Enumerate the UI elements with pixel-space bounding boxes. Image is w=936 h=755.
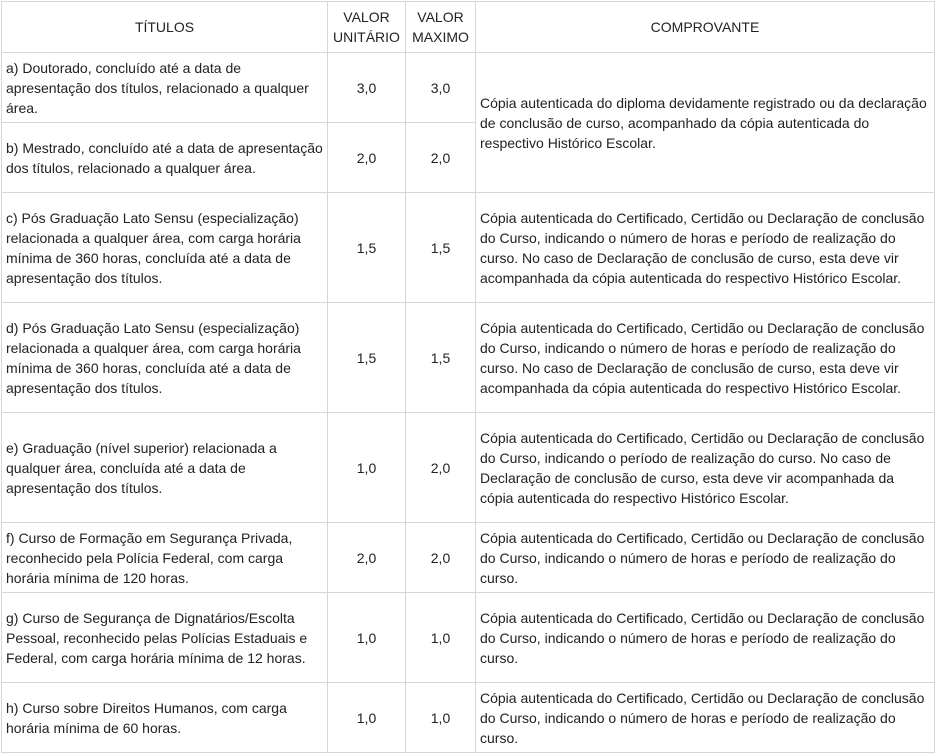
valor-unitario-cell: 3,0 — [328, 53, 406, 123]
header-valor-maximo-line2: MAXIMO — [412, 29, 469, 45]
titulo-cell: b) Mestrado, concluído até a data de apresentação dos títulos, relacionado a qualquer área. — [2, 123, 328, 193]
valor-unitario-cell: 2,0 — [328, 523, 406, 593]
header-valor-maximo-line1: VALOR — [417, 9, 464, 25]
header-valor-maximo — [406, 2, 476, 53]
titulo-cell: a) Doutorado, concluído até a data de apresentação dos títulos, relacionado a qualquer área. — [2, 53, 328, 123]
header-valor-unitario-line2: UNITÁRIO — [333, 29, 400, 45]
valor-unitario-cell: 1,0 — [328, 413, 406, 523]
titulo-cell: f) Curso de Formação em Segurança Privada, reconhecido pela Polícia Federal, com carga horária mínima de 120 horas. — [2, 523, 328, 593]
valor-maximo-cell: 2,0 — [406, 413, 476, 523]
header-valor-unitario — [328, 2, 406, 53]
header-valor-unitario-line1: VALOR — [343, 9, 390, 25]
comprovante-cell: Cópia autenticada do Certificado, Certidão ou Declaração de conclusão do Curso, indicando o número de horas e período de realização do curso. No caso de Declaração de conclusão de curso, esta deve vir acompanhada da cópia autenticada do respectivo Histórico Escolar. — [476, 303, 935, 413]
valor-maximo-cell: 1,0 — [406, 593, 476, 683]
titulo-cell: d) Pós Graduação Lato Sensu (especialização) relacionada a qualquer área, com carga horária mínima de 360 horas, concluída até a data de apresentação dos títulos. — [2, 303, 328, 413]
header-row — [2, 2, 935, 53]
titulo-cell: g) Curso de Segurança de Dignatários/Escolta Pessoal, reconhecido pelas Polícias Estaduais e Federal, com carga horária mínima de 12 horas. — [2, 593, 328, 683]
titulo-cell: c) Pós Graduação Lato Sensu (especialização) relacionada a qualquer área, com carga horária mínima de 360 horas, concluída até a data de apresentação dos títulos. — [2, 193, 328, 303]
comprovante-cell: Cópia autenticada do Certificado, Certidão ou Declaração de conclusão do Curso, indicando o número de horas e período de realização do curso. — [476, 683, 935, 753]
header-comprovante: COMPROVANTE — [476, 2, 935, 53]
comprovante-cell: Cópia autenticada do Certificado, Certidão ou Declaração de conclusão do Curso, indicando o número de horas e período de realização do curso. — [476, 593, 935, 683]
valor-unitario-cell: 1,5 — [328, 303, 406, 413]
table-row — [2, 593, 935, 683]
valor-unitario-cell: 2,0 — [328, 123, 406, 193]
table-row — [2, 683, 935, 753]
comprovante-cell: Cópia autenticada do diploma devidamente registrado ou da declaração de conclusão de curso, acompanhado da cópia autenticada do respectivo Histórico Escolar. — [476, 53, 935, 193]
table-row — [2, 523, 935, 593]
valor-maximo-cell: 1,5 — [406, 193, 476, 303]
table-row — [2, 53, 935, 123]
valor-unitario-cell: 1,0 — [328, 593, 406, 683]
table-row — [2, 303, 935, 413]
comprovante-cell: Cópia autenticada do Certificado, Certidão ou Declaração de conclusão do Curso, indicando o número de horas e período de realização do curso. — [476, 523, 935, 593]
valor-maximo-cell: 2,0 — [406, 523, 476, 593]
table-row — [2, 413, 935, 523]
comprovante-cell: Cópia autenticada do Certificado, Certidão ou Declaração de conclusão do Curso, indicando o período de realização do curso. No caso de Declaração de conclusão de curso, esta deve vir acompanhada da cópia autenticada do respectivo Histórico Escolar. — [476, 413, 935, 523]
valor-maximo-cell: 3,0 — [406, 53, 476, 123]
valor-maximo-cell: 1,0 — [406, 683, 476, 753]
valor-unitario-cell: 1,5 — [328, 193, 406, 303]
table-row — [2, 193, 935, 303]
header-titulos: TÍTULOS — [2, 2, 328, 53]
valor-unitario-cell: 1,0 — [328, 683, 406, 753]
titles-table — [1, 1, 935, 753]
valor-maximo-cell: 1,5 — [406, 303, 476, 413]
valor-maximo-cell: 2,0 — [406, 123, 476, 193]
titulo-cell: e) Graduação (nível superior) relacionada a qualquer área, concluída até a data de apresentação dos títulos. — [2, 413, 328, 523]
comprovante-cell: Cópia autenticada do Certificado, Certidão ou Declaração de conclusão do Curso, indicando o número de horas e período de realização do curso. No caso de Declaração de conclusão de curso, esta deve vir acompanhada da cópia autenticada do respectivo Histórico Escolar. — [476, 193, 935, 303]
titulo-cell: h) Curso sobre Direitos Humanos, com carga horária mínima de 60 horas. — [2, 683, 328, 753]
